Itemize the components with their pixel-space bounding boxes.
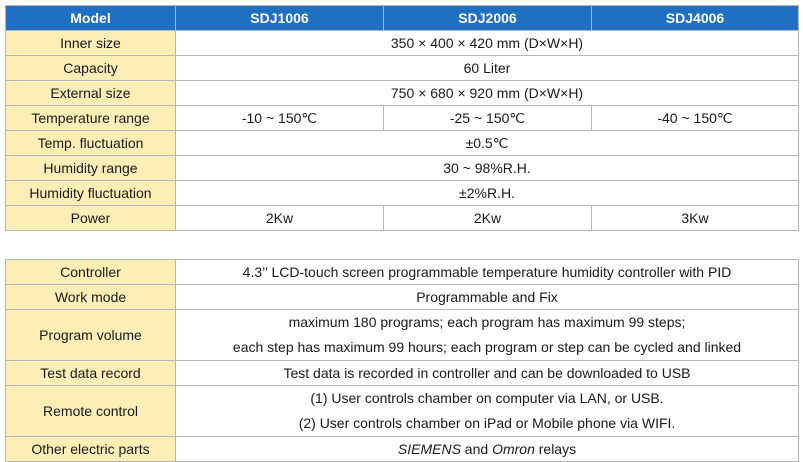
header-row: [6, 6, 799, 31]
work-mode-value: Programmable and Fix: [176, 285, 799, 310]
power-sdj4006: 3Kw: [592, 206, 799, 231]
row-label-other-electric-parts: Other electric parts: [6, 437, 176, 462]
row-label-humidity-fluctuation: Humidity fluctuation: [6, 181, 176, 206]
row-label-capacity: Capacity: [6, 56, 176, 81]
table-row: [6, 386, 799, 437]
remote-control-value: [176, 386, 799, 437]
power-sdj1006: 2Kw: [176, 206, 384, 231]
program-volume-value: [176, 310, 799, 361]
table-row: [6, 156, 799, 181]
humidity-fluctuation-value: ±2%R.H.: [176, 181, 799, 206]
header-sdj1006: SDJ1006: [176, 6, 384, 31]
brand-connector: and: [460, 441, 493, 457]
header-sdj4006: SDJ4006: [592, 6, 799, 31]
table-row: [6, 260, 799, 285]
temp-range-sdj1006: -10 ~ 150℃: [176, 106, 384, 131]
humidity-range-value: 30 ~ 98%R.H.: [176, 156, 799, 181]
header-model: Model: [6, 6, 176, 31]
temp-range-sdj2006: -25 ~ 150℃: [384, 106, 592, 131]
other-electric-parts-value: [176, 437, 799, 462]
test-data-record-value: Test data is recorded in controller and can be downloaded to USB: [176, 361, 799, 386]
program-volume-line-1: maximum 180 programs; each program has maximum 99 steps;: [288, 314, 686, 330]
table-row: [6, 206, 799, 231]
row-label-inner-size: Inner size: [6, 31, 176, 56]
row-label-remote-control: Remote control: [6, 386, 176, 437]
table-row: [6, 437, 799, 462]
row-label-work-mode: Work mode: [6, 285, 176, 310]
table-row: [6, 361, 799, 386]
temp-fluctuation-value: ±0.5℃: [176, 131, 799, 156]
brand-omron: Omron: [492, 441, 535, 457]
row-label-test-data-record: Test data record: [6, 361, 176, 386]
header-sdj2006: SDJ2006: [384, 6, 592, 31]
brand-siemens: SIEMENS: [397, 441, 461, 457]
relays-suffix: relays: [534, 441, 577, 457]
controller-value: 4.3’’ LCD-touch screen programmable temperature humidity controller with PID: [176, 260, 799, 285]
table-row: [6, 181, 799, 206]
table-row: [6, 131, 799, 156]
row-label-temp-fluctuation: Temp. fluctuation: [6, 131, 176, 156]
row-label-external-size: External size: [6, 81, 176, 106]
remote-control-line-1: (1) User controls chamber on computer via LAN, or USB.: [310, 390, 664, 406]
table-row: [6, 106, 799, 131]
capacity-value: 60 Liter: [176, 56, 799, 81]
row-label-power: Power: [6, 206, 176, 231]
power-sdj2006: 2Kw: [384, 206, 592, 231]
row-label-controller: Controller: [6, 260, 176, 285]
row-label-program-volume: Program volume: [6, 310, 176, 361]
table-row: [6, 285, 799, 310]
remote-control-line-2: (2) User controls chamber on iPad or Mobile phone via WIFI.: [298, 415, 676, 431]
table-row: [6, 31, 799, 56]
table-row: [6, 81, 799, 106]
spec-table: [5, 5, 799, 231]
program-volume-line-2: each step has maximum 99 hours; each program or step can be cycled and linked: [232, 339, 742, 355]
row-label-humidity-range: Humidity range: [6, 156, 176, 181]
controller-table: [5, 259, 799, 462]
inner-size-value: 350 × 400 × 420 mm (D×W×H): [176, 31, 799, 56]
table-row: [6, 56, 799, 81]
table-row: [6, 310, 799, 361]
row-label-temperature-range: Temperature range: [6, 106, 176, 131]
temp-range-sdj4006: -40 ~ 150℃: [592, 106, 799, 131]
external-size-value: 750 × 680 × 920 mm (D×W×H): [176, 81, 799, 106]
